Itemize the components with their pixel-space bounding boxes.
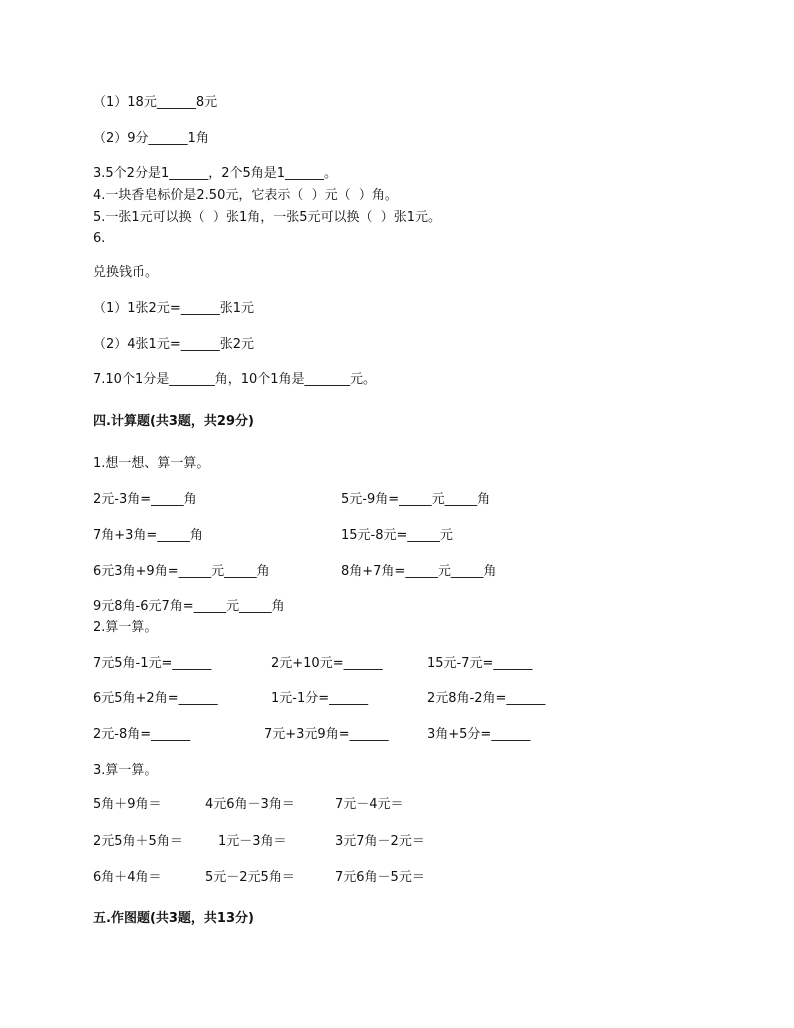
question-5: 5.一张1元可以换（ ）张1角，一张5元可以换（ ）张1元。 [93,210,442,225]
part-1-r3c2: 8角+7角=_____元_____角 [341,564,497,579]
part-2-title: 2.算一算。 [93,620,158,635]
part-2-r1c2: 2元+10元=______ [271,656,383,671]
part-3-r2c1: 2元5角＋5角＝ [93,834,183,849]
part-3-r1c2: 4元6角－3角＝ [205,797,295,812]
question-6-title: 兑换钱币。 [93,265,159,280]
part-3-r3c2: 5元－2元5角＝ [205,870,295,885]
part-2-r2c1: 6元5角+2角=______ [93,691,218,706]
part-1-r2c2: 15元-8元=_____元 [341,528,453,543]
part-1-r4c1: 9元8角-6元7角=_____元_____角 [93,599,285,614]
part-2-r3c2: 7元+3元9角=______ [264,727,389,742]
q2-item-2: （2）9分______1角 [93,131,209,146]
q2-item-1: （1）18元______8元 [93,95,218,110]
part-1-title: 1.想一想、算一算。 [93,456,210,471]
part-2-r1c1: 7元5角-1元=______ [93,656,212,671]
question-3: 3.5个2分是1______，2个5角是1______。 [93,166,338,181]
part-1-r1c2: 5元-9角=_____元_____角 [341,492,491,507]
part-1-r1c1: 2元-3角=_____角 [93,492,197,507]
part-3-title: 3.算一算。 [93,763,158,778]
part-3-r3c3: 7元6角－5元＝ [335,870,425,885]
part-2-r3c3: 3角+5分=______ [427,727,531,742]
question-6-number: 6. [93,231,106,246]
question-7: 7.10个1分是_______角，10个1角是_______元。 [93,372,377,387]
part-3-r2c3: 3元7角－2元＝ [335,834,425,849]
question-4: 4.一块香皂标价是2.50元，它表示（ ）元（ ）角。 [93,188,398,203]
part-1-r2c1: 7角+3角=_____角 [93,528,203,543]
part-2-r2c3: 2元8角-2角=______ [427,691,546,706]
part-3-r1c3: 7元－4元＝ [335,797,404,812]
part-3-r3c1: 6角＋4角＝ [93,870,162,885]
part-2-r3c1: 2元-8角=______ [93,727,191,742]
part-1-r3c1: 6元3角+9角=_____元_____角 [93,564,270,579]
section-4-heading: 四.计算题(共3题，共29分) [93,414,254,429]
section-5-heading: 五.作图题(共3题，共13分) [93,911,254,926]
question-6-item-1: （1）1张2元=______张1元 [93,301,254,316]
part-3-r2c2: 1元－3角＝ [218,834,287,849]
part-2-r2c2: 1元-1分=______ [271,691,369,706]
question-6-item-2: （2）4张1元=______张2元 [93,337,254,352]
part-3-r1c1: 5角＋9角＝ [93,797,162,812]
part-2-r1c3: 15元-7元=______ [427,656,533,671]
